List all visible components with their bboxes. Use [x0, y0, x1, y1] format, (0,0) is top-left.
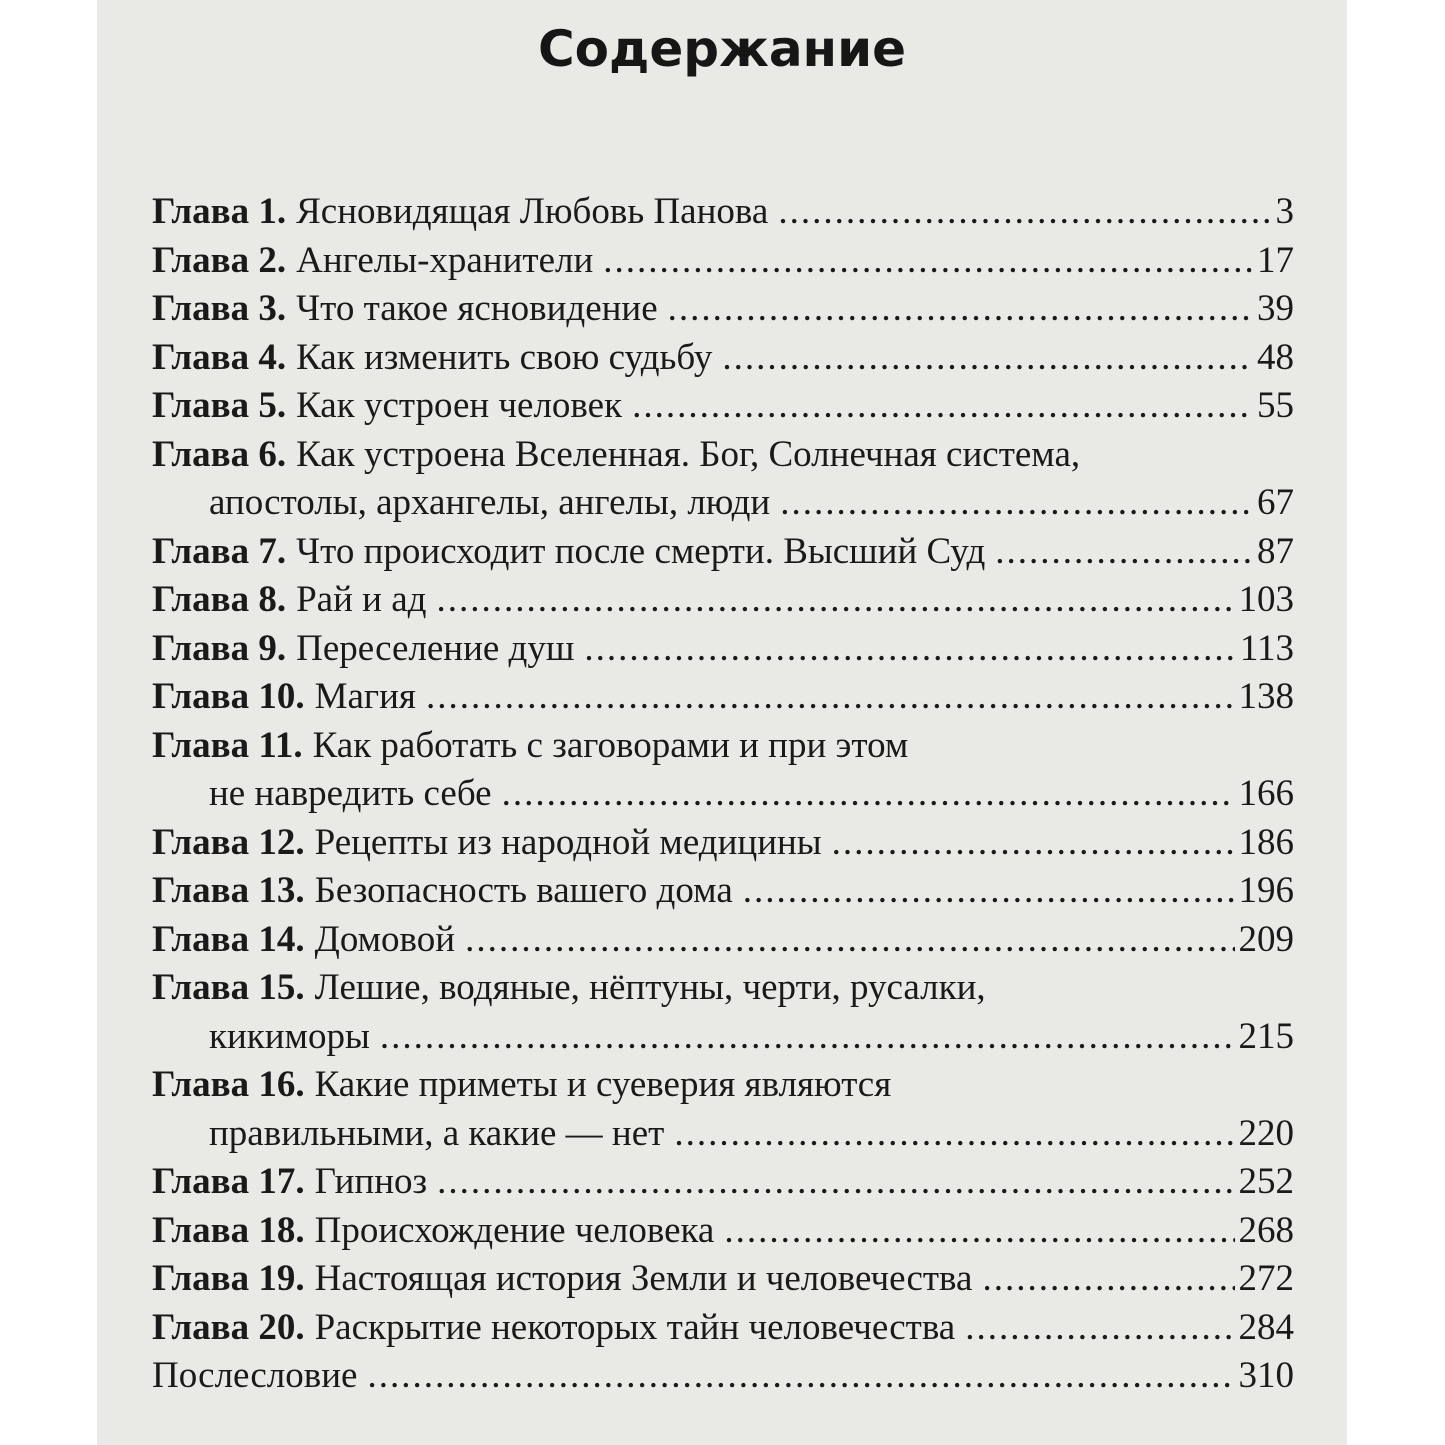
- toc-line: [152, 770, 1294, 819]
- page-number: 17: [1257, 239, 1294, 281]
- toc-line: [152, 479, 1294, 528]
- toc-line: [152, 576, 1294, 625]
- toc-line: [152, 1255, 1294, 1304]
- chapter-label: Глава 20.: [152, 1306, 305, 1348]
- dot-leader: [632, 382, 1253, 431]
- toc-line: [152, 722, 1294, 771]
- page-number: 310: [1238, 1355, 1294, 1396]
- page-number: 252: [1238, 1161, 1294, 1202]
- chapter-title: Как изменить свою судьбу: [296, 336, 713, 378]
- page-number: 196: [1238, 870, 1294, 911]
- chapter-title: Послесловие: [152, 1355, 358, 1396]
- chapter-title: Как устроен человек: [296, 385, 623, 426]
- dot-leader: [426, 673, 1235, 722]
- chapter-label: Глава 12.: [152, 821, 305, 863]
- chapter-title: Настоящая история Земли и человечества: [314, 1258, 973, 1299]
- chapter-label: Глава 10.: [152, 676, 305, 717]
- toc-line: [152, 188, 1294, 237]
- toc-line: [152, 673, 1294, 722]
- chapter-label: Глава 16.: [152, 1064, 305, 1105]
- dot-leader: [603, 237, 1253, 286]
- chapter-title: апостолы, архангелы, ангелы, люди: [209, 482, 771, 523]
- page-number: 39: [1257, 288, 1294, 329]
- dot-leader: [965, 1304, 1234, 1353]
- toc-line: [152, 285, 1294, 334]
- chapter-label: Глава 5.: [152, 385, 287, 426]
- chapter-title: Раскрытие некоторых тайн человечества: [314, 1306, 956, 1348]
- chapter-label: Глава 3.: [152, 288, 287, 329]
- chapter-title: Лешие, водяные, нёптуны, черти, русалки,: [314, 967, 986, 1008]
- toc-line: [152, 1352, 1294, 1401]
- book-page: [97, 0, 1347, 1445]
- page-number: 166: [1238, 773, 1294, 814]
- chapter-title: Домовой: [314, 918, 456, 960]
- dot-leader: [743, 867, 1235, 916]
- chapter-label: Глава 18.: [152, 1209, 305, 1251]
- chapter-title: правильными, а какие — нет: [209, 1112, 665, 1154]
- toc-line: [152, 1013, 1294, 1062]
- page-number: 55: [1257, 385, 1294, 426]
- toc-line: [152, 334, 1294, 383]
- chapter-title: Ясновидящая Любовь Панова: [296, 191, 769, 232]
- toc-line: [152, 528, 1294, 577]
- dot-leader: [502, 770, 1235, 819]
- dot-leader: [778, 188, 1271, 237]
- chapter-label: Глава 11.: [152, 724, 303, 766]
- page-number: 220: [1238, 1112, 1294, 1154]
- dot-leader: [724, 1207, 1234, 1256]
- dot-leader: [436, 576, 1234, 625]
- page-number: 284: [1238, 1306, 1294, 1348]
- page-number: 87: [1257, 530, 1294, 572]
- chapter-title: Как работать с заговорами и при этом: [312, 724, 909, 766]
- page-number: 103: [1238, 579, 1294, 620]
- dot-leader: [674, 1110, 1234, 1159]
- chapter-title: Что происходит после смерти. Высший Суд: [296, 530, 986, 572]
- toc-line: [152, 1110, 1294, 1159]
- chapter-title: Как устроена Вселенная. Бог, Солнечная система,: [296, 433, 1081, 475]
- dot-leader: [380, 1013, 1235, 1062]
- dot-leader: [722, 334, 1253, 383]
- chapter-title: Ангелы-хранители: [296, 239, 594, 281]
- toc-line: [152, 382, 1294, 431]
- chapter-label: Глава 14.: [152, 918, 305, 960]
- toc-line: [152, 964, 1294, 1013]
- chapter-label: Глава 19.: [152, 1258, 305, 1299]
- toc-line: [152, 1304, 1294, 1353]
- chapter-label: Глава 4.: [152, 336, 287, 378]
- toc-line: [152, 819, 1294, 868]
- chapter-title: Происхождение человека: [314, 1209, 715, 1251]
- chapter-title: Рецепты из народной медицины: [314, 821, 822, 863]
- dot-leader: [780, 479, 1253, 528]
- page-number: 209: [1238, 918, 1294, 960]
- page-number: 3: [1275, 191, 1294, 232]
- chapter-title: не навредить себе: [209, 773, 492, 814]
- chapter-title: Что такое ясновидение: [296, 288, 658, 329]
- dot-leader: [367, 1352, 1234, 1401]
- chapter-title: Гипноз: [314, 1161, 428, 1202]
- toc-line: [152, 625, 1294, 674]
- toc-line: [152, 916, 1294, 965]
- toc-line: [152, 1061, 1294, 1110]
- dot-leader: [832, 819, 1235, 868]
- dot-leader: [465, 916, 1234, 965]
- page-number: 186: [1238, 821, 1294, 863]
- chapter-title: Магия: [314, 676, 416, 717]
- chapter-title: Безопасность вашего дома: [314, 870, 733, 911]
- page-number: 138: [1238, 676, 1294, 717]
- dot-leader: [982, 1255, 1234, 1304]
- page-title: Содержание: [537, 20, 907, 78]
- chapter-title: Рай и ад: [296, 579, 427, 620]
- dot-leader: [995, 528, 1253, 577]
- dot-leader: [668, 285, 1253, 334]
- chapter-title: кикиморы: [209, 1015, 370, 1057]
- chapter-label: Глава 8.: [152, 579, 287, 620]
- toc-line: [152, 1158, 1294, 1207]
- chapter-title: Какие приметы и суеверия являются: [314, 1064, 892, 1105]
- chapter-title: Переселение душ: [296, 627, 575, 669]
- chapter-label: Глава 15.: [152, 967, 305, 1008]
- toc-line: [152, 431, 1294, 480]
- page-number: 48: [1257, 336, 1294, 378]
- page-number: 215: [1238, 1015, 1294, 1057]
- chapter-label: Глава 17.: [152, 1161, 305, 1202]
- toc-line: [152, 237, 1294, 286]
- chapter-label: Глава 13.: [152, 870, 305, 911]
- chapter-label: Глава 9.: [152, 627, 287, 669]
- page-number: 268: [1238, 1209, 1294, 1251]
- dot-leader: [437, 1158, 1234, 1207]
- dot-leader: [584, 625, 1235, 674]
- page-number: 272: [1238, 1258, 1294, 1299]
- chapter-label: Глава 1.: [152, 191, 287, 232]
- chapter-label: Глава 7.: [152, 530, 287, 572]
- toc-line: [152, 1207, 1294, 1256]
- page-number: 113: [1239, 627, 1294, 669]
- chapter-label: Глава 6.: [152, 433, 287, 475]
- table-of-contents: [152, 188, 1294, 1401]
- chapter-label: Глава 2.: [152, 239, 287, 281]
- page-number: 67: [1257, 482, 1294, 523]
- toc-line: [152, 867, 1294, 916]
